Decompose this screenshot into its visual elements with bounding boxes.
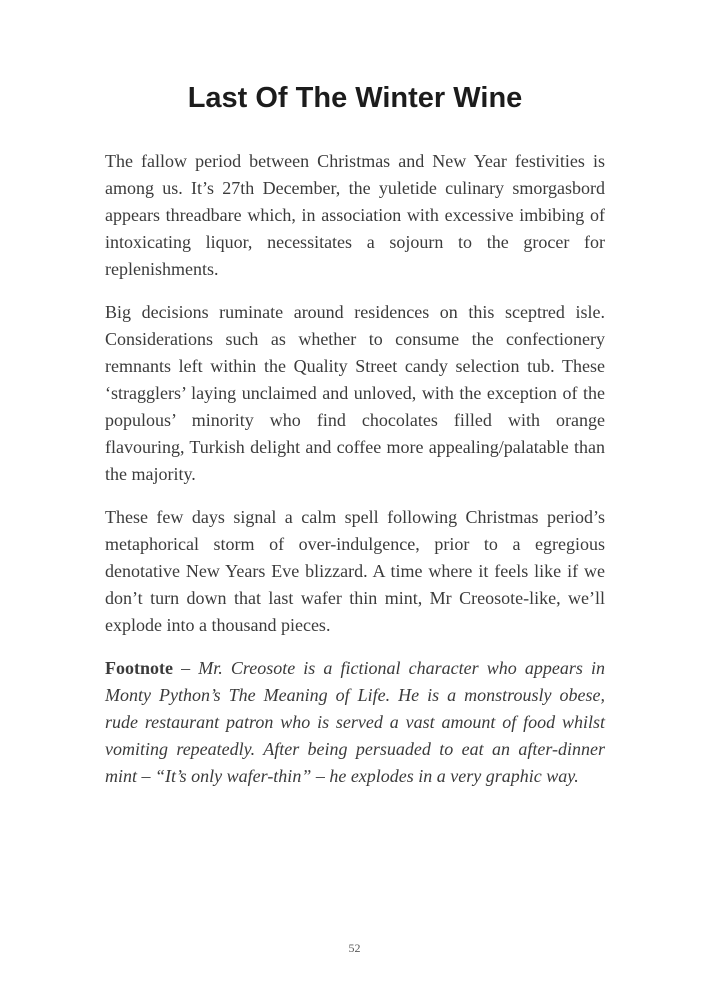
footnote-paragraph	[105, 655, 605, 790]
body-paragraph-1: The fallow period between Christmas and New Year festivities is among us. It’s 27th December, the yuletide culinary smorgasbord appears threadbare which, in association with excessive imbibing of intoxicating liquor, necessitates a sojourn to the grocer for replenishments.	[105, 151, 605, 280]
page-number: 52	[348, 941, 361, 955]
footnote-label: Footnote	[105, 658, 173, 679]
body-paragraph-3: These few days signal a calm spell following Christmas period’s metaphorical storm of over-indulgence, prior to a egregious denotative New Years Eve blizzard. A time where it feels like if we don’t turn down that last wafer thin mint, Mr Creosote-like, we’ll explode into a thousand pieces.	[105, 507, 605, 636]
body-paragraph-2: Big decisions ruminate around residences on this sceptred isle. Considerations such as whether to consume the confectionery remnants left within the Quality Street candy selection tub. These ‘stragglers’ laying unclaimed and unloved, with the exception of the populous’ minority who find chocolates filled with orange flavouring, Turkish delight and coffee more appealing/palatable than the majority.	[105, 302, 605, 485]
footnote-separator: –	[172, 658, 199, 679]
page-title: Last Of The Winter Wine	[187, 82, 523, 114]
footnote-text: Mr. Creosote is a fictional character who appears in Monty Python’s The Meaning of Life. He is a monstrously obese, rude restaurant patron who is served a vast amount of food whilst vomiting repeatedly. After being persuaded to eat an after-dinner mint – “It’s only wafer-thin” – he explodes in a very graphic way.	[105, 658, 605, 787]
